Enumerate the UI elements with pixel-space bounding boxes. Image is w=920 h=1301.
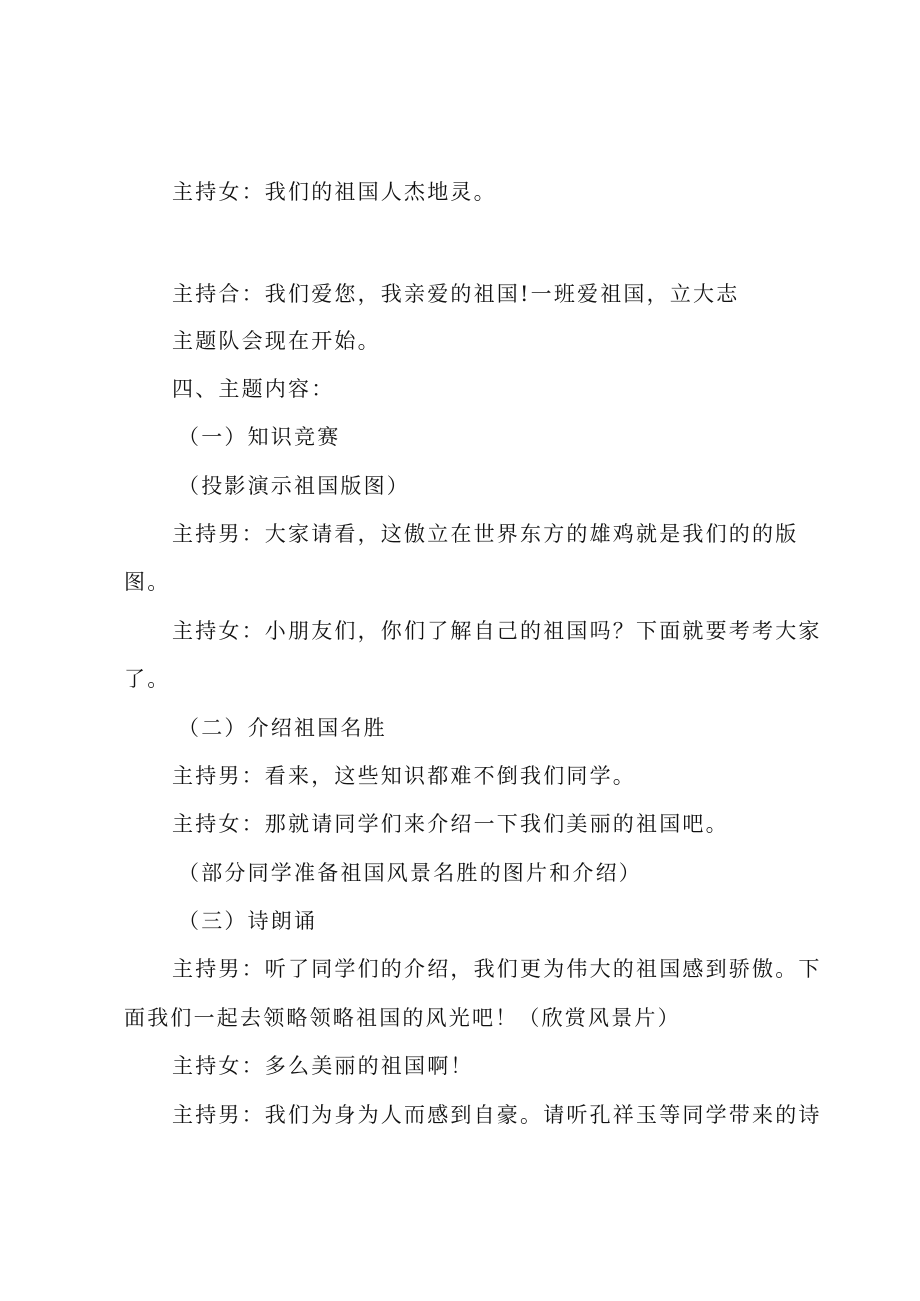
dialogue-line-host-male: 主持男：我们为身为人而感到自豪。请听孔祥玉等同学带来的诗 bbox=[172, 1103, 822, 1127]
dialogue-line-host-female: 主持女：那就请同学们来介绍一下我们美丽的祖国吧。 bbox=[172, 812, 729, 836]
section-heading: 四、主题内容： bbox=[172, 377, 335, 401]
paragraph-continuation: 面我们一起去领略领略祖国的风光吧！（欣赏风景片） bbox=[124, 1006, 681, 1030]
paragraph-continuation: 了。 bbox=[124, 667, 171, 691]
dialogue-line-host-male: 主持男：听了同学们的介绍，我们更为伟大的祖国感到骄傲。下 bbox=[172, 957, 822, 981]
dialogue-line-host-female: 主持女：我们的祖国人杰地灵。 bbox=[172, 180, 497, 204]
dialogue-line-host-male: 主持男：大家请看，这傲立在世界东方的雄鸡就是我们的的版 bbox=[172, 522, 799, 546]
dialogue-line-host-female: 主持女：小朋友们，你们了解自己的祖国吗？下面就要考考大家 bbox=[172, 619, 822, 643]
subsection-heading: （二）介绍祖国名胜 bbox=[178, 716, 387, 740]
dialogue-line-host-male: 主持男：看来，这些知识都难不倒我们同学。 bbox=[172, 764, 636, 788]
stage-direction: （投影演示祖国版图） bbox=[178, 474, 410, 498]
subsection-heading: （三）诗朗诵 bbox=[178, 909, 318, 933]
stage-direction: （部分同学准备祖国风景名胜的图片和介绍） bbox=[178, 861, 642, 885]
subsection-heading: （一）知识竞赛 bbox=[178, 425, 341, 449]
dialogue-line-host-female: 主持女：多么美丽的祖国啊！ bbox=[172, 1054, 474, 1078]
dialogue-line-hosts-together: 主持合：我们爱您，我亲爱的祖国!一班爱祖国，立大志 bbox=[172, 282, 740, 306]
paragraph-continuation: 图。 bbox=[124, 570, 171, 594]
paragraph-line: 主题队会现在开始。 bbox=[172, 329, 381, 353]
